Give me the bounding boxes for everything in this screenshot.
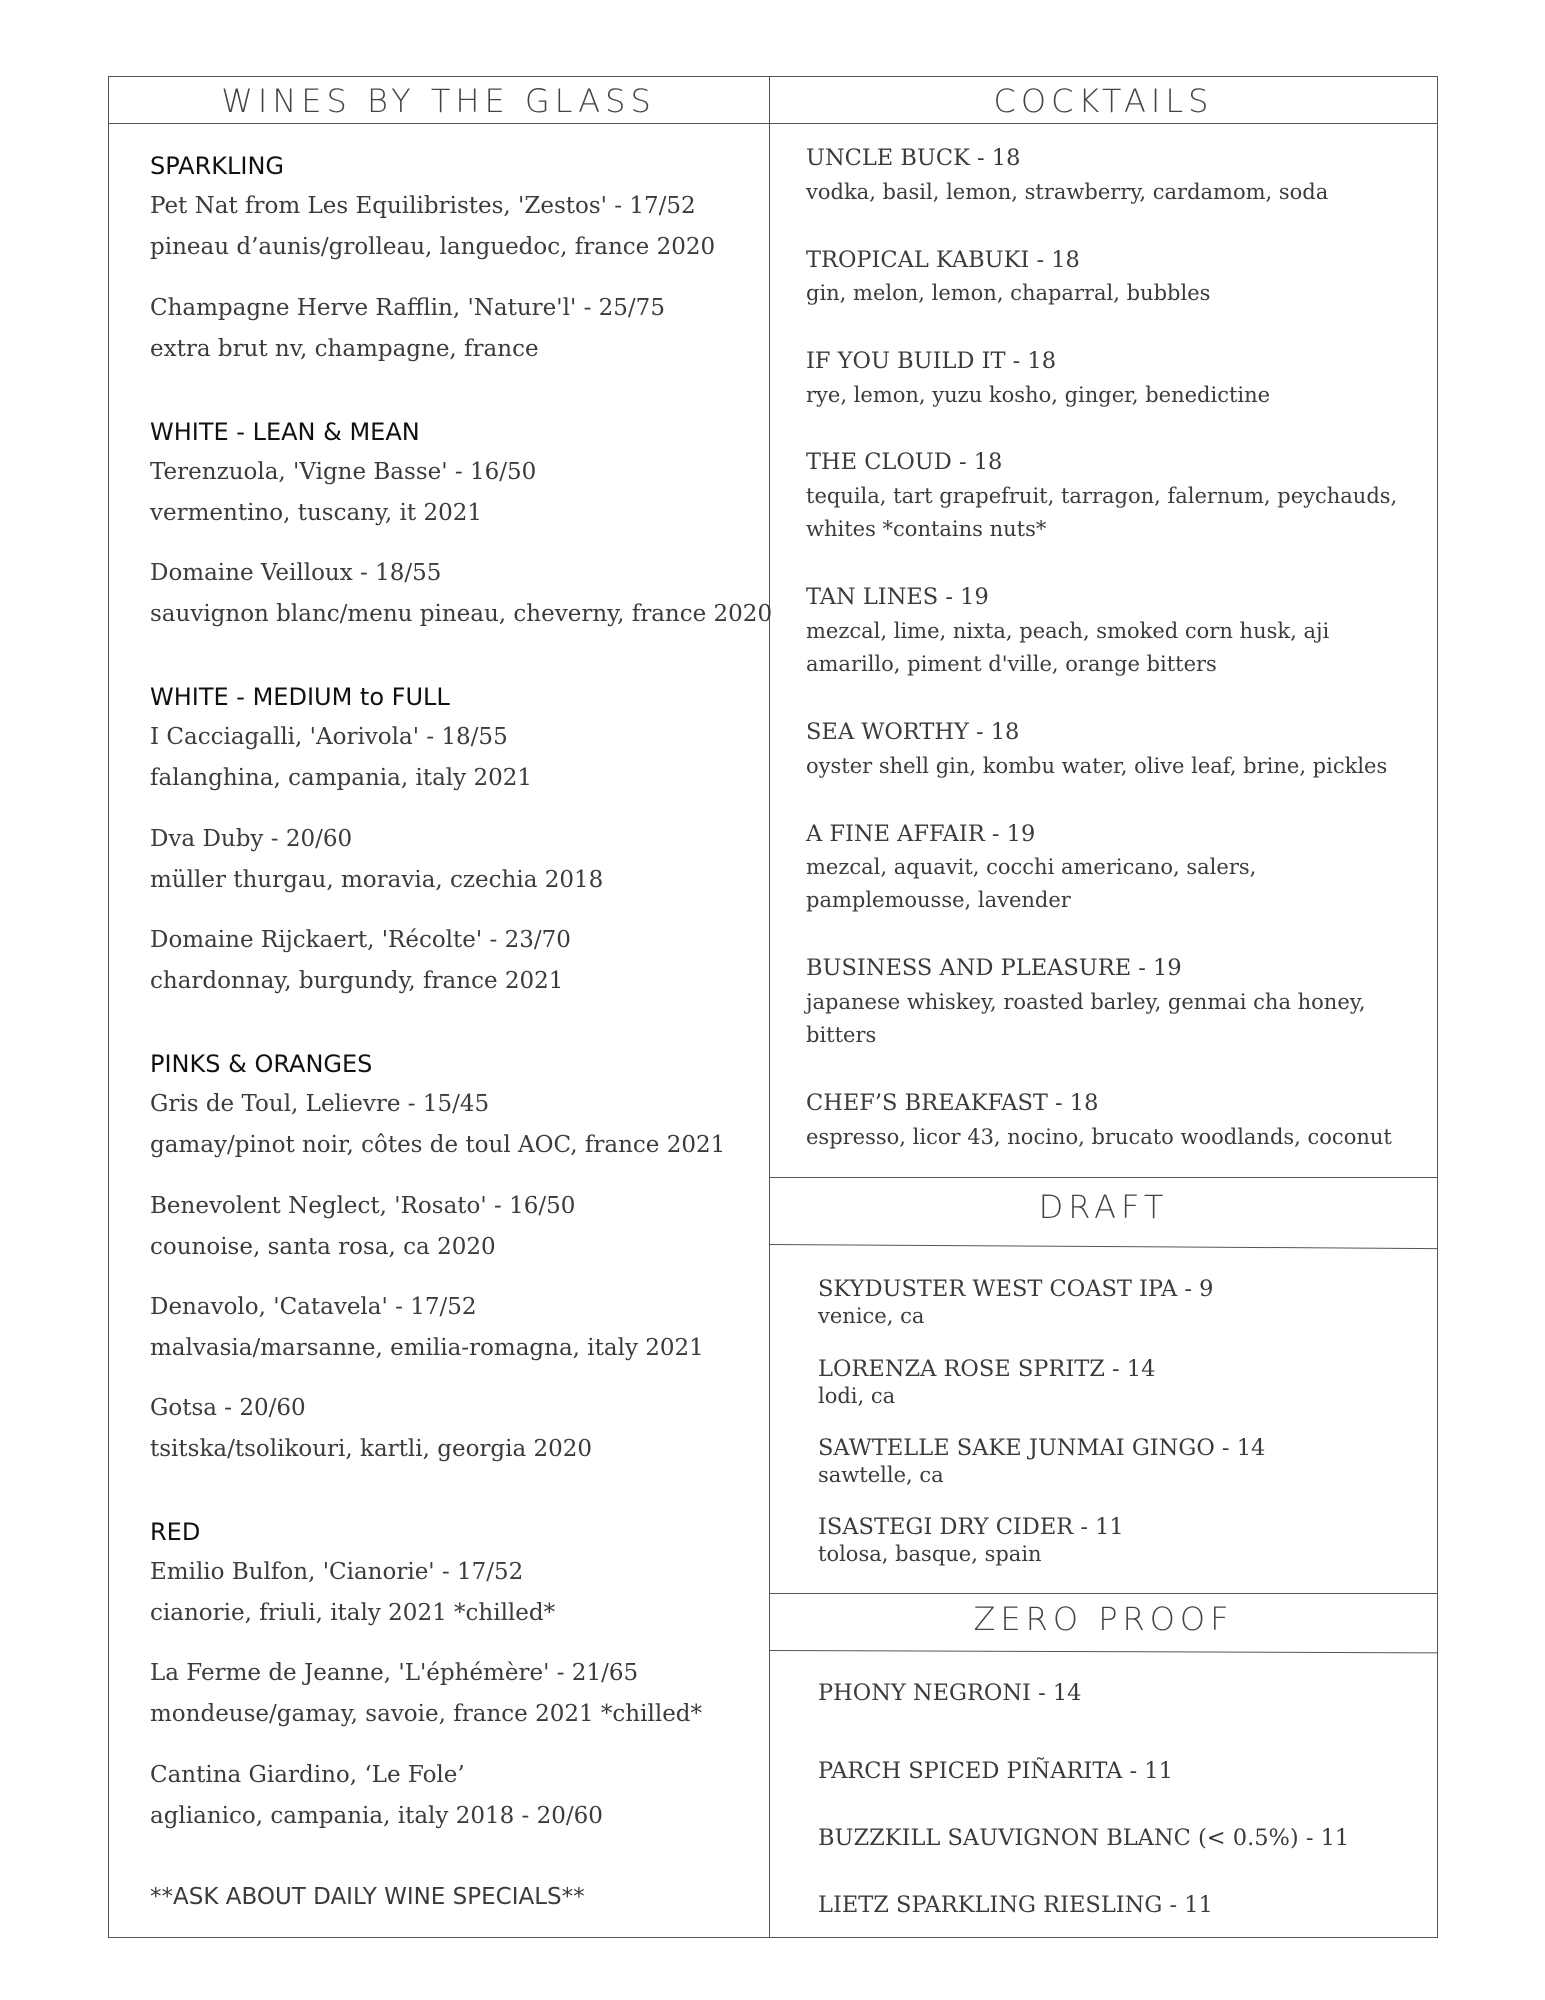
draft-name: ISASTEGI DRY CIDER - 11 — [818, 1514, 1124, 1540]
wine-name: Denavolo, 'Catavela' - 17/52 — [150, 1294, 477, 1320]
draft-name: LORENZA ROSE SPRITZ - 14 — [818, 1356, 1156, 1382]
cocktail-name: TROPICAL KABUKI - 18 — [806, 247, 1080, 273]
wine-detail: müller thurgau, moravia, czechia 2018 — [150, 867, 604, 893]
wine-name: Cantina Giardino, ‘Le Fole’ — [150, 1762, 465, 1788]
wine-name: I Cacciagalli, 'Aorivola' - 18/55 — [150, 724, 508, 750]
wine-detail: falanghina, campania, italy 2021 — [150, 765, 532, 791]
cocktail-desc: rye, lemon, yuzu kosho, ginger, benedictine — [806, 383, 1271, 407]
wine-name: Gotsa - 20/60 — [150, 1395, 306, 1421]
wine-detail: gamay/pinot noir, côtes de toul AOC, france 2021 — [150, 1132, 726, 1158]
cocktail-name: TAN LINES - 19 — [806, 584, 989, 610]
wine-detail: extra brut nv, champagne, france — [150, 336, 539, 362]
wine-name: La Ferme de Jeanne, 'L'éphémère' - 21/65 — [150, 1660, 639, 1686]
wine-section-heading: WHITE - MEDIUM to FULL — [150, 683, 450, 711]
wine-detail: chardonnay, burgundy, france 2021 — [150, 968, 564, 994]
cocktail-desc: oyster shell gin, kombu water, olive leaf, brine, pickles — [806, 754, 1388, 778]
daily-specials-note: **ASK ABOUT DAILY WINE SPECIALS** — [150, 1884, 585, 1910]
cocktail-desc: gin, melon, lemon, chaparral, bubbles — [806, 281, 1211, 305]
wine-detail: cianorie, friuli, italy 2021 *chilled* — [150, 1600, 556, 1626]
wine-name: Terenzuola, 'Vigne Basse' - 16/50 — [150, 459, 537, 485]
wine-section-heading: PINKS & ORANGES — [150, 1050, 373, 1078]
zero-proof-name: LIETZ SPARKLING RIESLING - 11 — [818, 1892, 1213, 1918]
wine-section-heading: RED — [150, 1518, 201, 1546]
zero-proof-name: PARCH SPICED PIÑARITA - 11 — [818, 1758, 1173, 1784]
wine-name: Dva Duby - 20/60 — [150, 826, 353, 852]
cocktail-desc: bitters — [806, 1023, 877, 1047]
draft-location: venice, ca — [818, 1304, 925, 1328]
zero-proof-name: PHONY NEGRONI - 14 — [818, 1680, 1082, 1706]
cocktail-desc: mezcal, lime, nixta, peach, smoked corn husk, aji — [806, 619, 1330, 643]
cocktail-desc: amarillo, piment d'ville, orange bitters — [806, 652, 1217, 676]
draft-location: tolosa, basque, spain — [818, 1542, 1042, 1566]
cocktail-desc: pamplemousse, lavender — [806, 888, 1071, 912]
cocktail-desc: mezcal, aquavit, cocchi americano, salers, — [806, 855, 1257, 879]
draft-location: lodi, ca — [818, 1384, 896, 1408]
cocktails-title: COCKTAILS — [993, 82, 1214, 120]
cocktail-name: THE CLOUD - 18 — [806, 449, 1003, 475]
cocktail-name: IF YOU BUILD IT - 18 — [806, 348, 1057, 374]
cocktail-name: SEA WORTHY - 18 — [806, 719, 1020, 745]
cocktail-desc: japanese whiskey, roasted barley, genmai cha honey, — [806, 990, 1366, 1014]
wine-detail: mondeuse/gamay, savoie, france 2021 *chilled* — [150, 1701, 703, 1727]
cocktail-name: UNCLE BUCK - 18 — [806, 145, 1021, 171]
wine-name: Domaine Veilloux - 18/55 — [150, 560, 442, 586]
wine-name: Emilio Bulfon, 'Cianorie' - 17/52 — [150, 1559, 524, 1585]
wine-name: Domaine Rijckaert, 'Récolte' - 23/70 — [150, 927, 571, 953]
wine-detail: aglianico, campania, italy 2018 - 20/60 — [150, 1803, 603, 1829]
cocktail-desc: whites *contains nuts* — [806, 517, 1047, 541]
draft-top-rule — [769, 1177, 1438, 1178]
wine-detail: malvasia/marsanne, emilia-romagna, italy 2021 — [150, 1335, 704, 1361]
zero-proof-name: BUZZKILL SAUVIGNON BLANC (< 0.5%) - 11 — [818, 1825, 1350, 1851]
zero-proof-title: ZERO PROOF — [973, 1600, 1234, 1638]
wine-name: Champagne Herve Rafflin, 'Nature'l' - 25/75 — [150, 295, 665, 321]
cocktail-desc: vodka, basil, lemon, strawberry, cardamom, soda — [806, 180, 1329, 204]
cocktail-desc: espresso, licor 43, nocino, brucato woodlands, coconut — [806, 1125, 1392, 1149]
column-divider — [769, 76, 770, 1938]
wine-detail: tsitska/tsolikouri, kartli, georgia 2020 — [150, 1436, 593, 1462]
wine-detail: sauvignon blanc/menu pineau, cheverny, france 2020 — [150, 601, 773, 627]
draft-name: SAWTELLE SAKE JUNMAI GINGO - 14 — [818, 1435, 1266, 1461]
wine-name: Gris de Toul, Lelievre - 15/45 — [150, 1091, 490, 1117]
wine-name: Benevolent Neglect, 'Rosato' - 16/50 — [150, 1193, 576, 1219]
zero-proof-top-rule — [769, 1593, 1438, 1594]
wine-detail: counoise, santa rosa, ca 2020 — [150, 1234, 496, 1260]
cocktail-desc: tequila, tart grapefruit, tarragon, falernum, peychauds, — [806, 484, 1398, 508]
wine-detail: pineau d’aunis/grolleau, languedoc, france 2020 — [150, 234, 716, 260]
wine-detail: vermentino, tuscany, it 2021 — [150, 500, 482, 526]
wine-section-heading: WHITE - LEAN & MEAN — [150, 418, 420, 446]
wine-name: Pet Nat from Les Equilibristes, 'Zestos' - 17/52 — [150, 193, 696, 219]
draft-title: DRAFT — [1038, 1188, 1169, 1226]
wines-title: WINES BY THE GLASS — [221, 82, 656, 120]
draft-name: SKYDUSTER WEST COAST IPA - 9 — [818, 1276, 1214, 1302]
header-rule — [108, 123, 1438, 124]
draft-location: sawtelle, ca — [818, 1463, 944, 1487]
cocktail-name: BUSINESS AND PLEASURE - 19 — [806, 955, 1182, 981]
wine-section-heading: SPARKLING — [150, 152, 285, 180]
cocktail-name: A FINE AFFAIR - 19 — [806, 821, 1036, 847]
cocktail-name: CHEF’S BREAKFAST - 18 — [806, 1090, 1099, 1116]
